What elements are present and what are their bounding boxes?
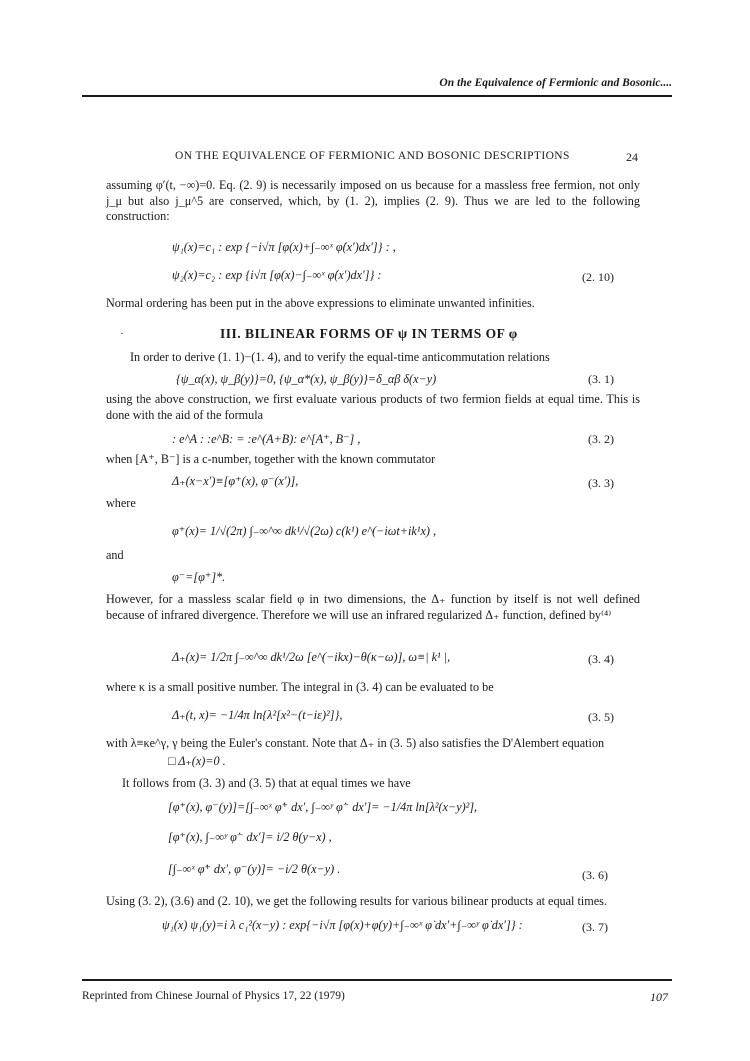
equation-3-6c: [∫₋∞ˣ φ̇⁺ dx′, φ⁻(y)]= −i/2 θ(x−y) . [168, 862, 341, 876]
footer-page-number: 107 [650, 990, 668, 1004]
equation-2-10b: ψ₂(x)=c₂ : exp {i√π [φ(x)−∫₋∞ˣ φ̇(x′)dx′]} : [172, 268, 382, 282]
equation-3-5: Δ₊(t, x)= −1/4π ln{λ²[x²−(t−iε)²]}, [172, 708, 343, 722]
kappa-text: where κ is a small positive number. The integral in (3. 4) can be evaluated to be [106, 680, 494, 694]
and-label: and [106, 548, 124, 562]
header-rule [82, 95, 672, 97]
page-header: ON THE EQUIVALENCE OF FERMIONIC AND BOSONIC DESCRIPTIONS [175, 150, 570, 162]
equation-number-3-7: (3. 7) [582, 920, 608, 934]
equation-3-7: ψ₁(x) ψ₁(y)=i λ c₁²(x−y) : exp{−i√π [φ(x)+φ(y)+∫₋∞ˣ φ̇ dx′+∫₋∞ʸ φ̇ dx′]} : [162, 918, 523, 932]
intro-paragraph: assuming φ′(t, −∞)=0. Eq. (2. 9) is necessarily imposed on us because for a massless free fermion, not only j_μ but also j_μ^5 are conserved, which, by (1. 2), implies (2. 9). Thus we are led to the following construction: [106, 178, 640, 223]
footer-citation: Reprinted from Chinese Journal of Physics 17, 22 (1979) [82, 990, 345, 1002]
equation-number-3-2: (3. 2) [588, 432, 614, 446]
equation-3-6a: [φ⁺(x), φ⁻(y)]=[∫₋∞ˣ φ̇⁺ dx′, ∫₋∞ʸ φ̇⁻ dx′]= −1/4π ln[λ²(x−y)²], [168, 800, 478, 814]
running-head: On the Equivalence of Fermionic and Bosonic.... [439, 77, 672, 89]
equation-phi-plus: φ⁺(x)= 1/√(2π) ∫₋∞^∞ dk¹/√(2ω) c(k¹) e^(−iωt+ik¹x) , [172, 524, 437, 538]
follows-text: It follows from (3. 3) and (3. 5) that at equal times we have [122, 776, 411, 790]
equation-number-3-5: (3. 5) [588, 710, 614, 724]
lambda-text: with λ≡κe^γ, γ being the Euler's constant. Note that Δ₊ in (3. 5) also satisfies the D'Alembert equation [106, 736, 605, 750]
equation-number-2-10: (2. 10) [582, 270, 614, 284]
equation-3-6b: [φ⁺(x), ∫₋∞ʸ φ̇⁻ dx′]= i/2 θ(y−x) , [168, 830, 332, 844]
equation-3-3: Δ₊(x−x′)≡[φ⁺(x), φ⁻(x′)], [172, 474, 299, 488]
equation-number-3-6: (3. 6) [582, 868, 608, 882]
margin-dot: · [120, 326, 124, 340]
page-number: 24 [626, 150, 638, 164]
however-paragraph: However, for a massless scalar field φ in two dimensions, the Δ₊ function by itself is not well defined because of infrared divergence. Therefore we will use an infrared regularized Δ₊ function, defined by⁽⁴⁾ [106, 592, 640, 622]
where-label: where [106, 496, 136, 510]
using2-text: Using (3. 2), (3.6) and (2. 10), we get the following results for various bilinear products at equal times. [106, 894, 607, 908]
equation-2-10a: ψ₁(x)=c₁ : exp {−i√π [φ(x)+∫₋∞ˣ φ̇(x′)dx′]} : , [172, 240, 396, 254]
footer-rule [82, 979, 672, 981]
equation-3-4: Δ₊(x)= 1/2π ∫₋∞^∞ dk¹/2ω [e^(−ikx)−θ(κ−ω)], ω≡| k¹ |, [172, 650, 451, 664]
equation-number-3-4: (3. 4) [588, 652, 614, 666]
normal-ordering-text: Normal ordering has been put in the above expressions to eliminate unwanted infinities. [106, 296, 535, 310]
equation-3-2: : e^A : :e^B: = :e^(A+B): e^[A⁺, B⁻] , [172, 432, 361, 446]
equation-number-3-1: (3. 1) [588, 372, 614, 386]
when-text: when [A⁺, B⁻] is a c-number, together with the known commutator [106, 452, 436, 466]
equation-3-1: {ψ_α(x), ψ_β(y)}=0, {ψ_α*(x), ψ_β(y)}=δ_αβ δ(x−y) [176, 372, 437, 386]
using-paragraph: using the above construction, we first evaluate various products of two fermion fields at equal time. This is done with the aid of the formula [106, 392, 640, 422]
derive-text: In order to derive (1. 1)−(1. 4), and to verify the equal-time anticommutation relations [130, 350, 550, 364]
section-title: III. BILINEAR FORMS OF ψ IN TERMS OF φ [220, 326, 518, 341]
dalembert-equation: □ Δ₊(x)=0 . [168, 754, 226, 768]
equation-number-3-3: (3. 3) [588, 476, 614, 490]
equation-phi-minus: φ⁻=[φ⁺]*. [172, 570, 226, 584]
